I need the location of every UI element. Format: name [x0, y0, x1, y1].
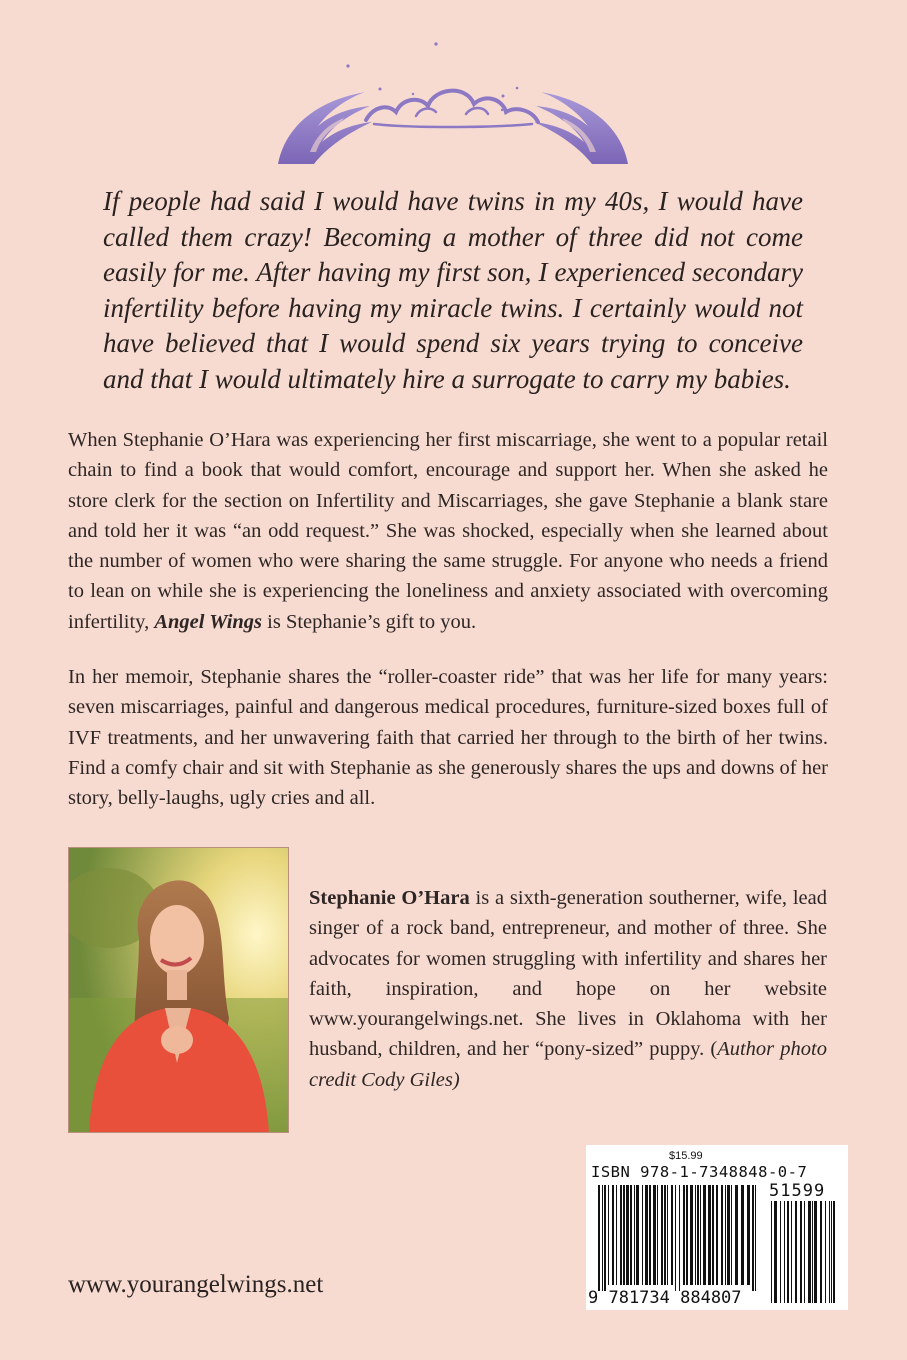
barcode-bar	[616, 1185, 617, 1285]
barcode-bar	[697, 1185, 699, 1285]
isbn-label: ISBN 978-1-7348848-0-7	[591, 1163, 808, 1181]
barcode-bar	[686, 1185, 688, 1285]
barcode-bar	[623, 1185, 625, 1285]
author-bio-text: is a sixth-generation southerner, wife, lead singer of a rock band, entrepreneur, and mother of three. She advocates for women struggling with infertility and shares her faith, inspiration, and hope on her website www.yourangelwings.net. She lives in Oklahoma with her husband, children, and her “pony-sized” puppy. (	[309, 887, 827, 1061]
barcode-bar	[661, 1185, 663, 1285]
barcode-bar	[667, 1185, 668, 1285]
barcode-bar	[747, 1185, 750, 1285]
right-wing-icon	[534, 92, 628, 164]
description-paragraph-1	[68, 425, 828, 637]
clouds-icon	[366, 91, 538, 127]
barcode-bar	[598, 1185, 600, 1291]
barcode-bar	[771, 1201, 772, 1303]
barcode-bar	[653, 1185, 656, 1285]
barcode-bar	[602, 1185, 603, 1291]
barcode-bar	[791, 1201, 792, 1303]
barcode-bar	[752, 1185, 754, 1291]
barcode-bar	[831, 1201, 832, 1303]
barcode-bar	[675, 1185, 676, 1291]
author-name: Stephanie O’Hara	[309, 887, 470, 909]
ean-digits: 9 781734 884807	[588, 1288, 742, 1308]
barcode-bar	[808, 1201, 811, 1303]
barcode-bar	[825, 1201, 826, 1303]
isbn-barcode	[586, 1145, 848, 1310]
barcode-bar	[636, 1185, 639, 1285]
book-title: Angel Wings	[154, 610, 263, 633]
barcode-bar	[741, 1185, 744, 1285]
barcode-bar	[731, 1185, 732, 1285]
barcode-bar	[814, 1201, 817, 1303]
barcode-bar	[620, 1185, 622, 1285]
barcode-bar	[642, 1185, 643, 1285]
barcode-bar	[804, 1201, 805, 1303]
barcode-bars	[586, 1145, 848, 1310]
barcode-bar	[671, 1185, 673, 1285]
back-cover-quote: If people had said I would have twins in my 40s, I would have called them crazy! Becoming a mother of three did not come easily for me. After having my first son, I experienced secondary infertility before having my miracle twins. I certainly would not have believed that I would spend six years trying to conceive and that I would ultimately hire a surrogate to carry my babies.	[103, 186, 803, 394]
barcode-bar	[727, 1185, 730, 1285]
barcode-bar	[735, 1185, 738, 1285]
description-paragraph-2: In her memoir, Stephanie shares the “roller-coaster ride” that was her life for many years: seven miscarriages, painful and dangerous medical procedures, furniture-sized boxes full of IVF treatments, and her unwavering faith that carried her through to the birth of her twins. Find a comfy chair and sit with Stephanie as she generously shares the ups and downs of her story, belly-laughs, ugly cries and all.	[68, 666, 828, 810]
barcode-bar	[649, 1185, 651, 1285]
barcode-bar	[690, 1185, 693, 1285]
barcode-bar	[695, 1185, 696, 1285]
barcode-bar	[716, 1185, 718, 1285]
barcode-bar	[708, 1185, 711, 1285]
price-label: $15.99	[669, 1150, 703, 1162]
barcode-bar	[679, 1185, 680, 1291]
price-addon-code: 51599	[769, 1181, 826, 1201]
barcode-bar	[829, 1201, 830, 1303]
barcode-bar	[725, 1185, 726, 1285]
website-url: www.yourangelwings.net	[68, 1271, 324, 1298]
barcode-bar	[664, 1185, 666, 1285]
barcode-bar	[604, 1185, 606, 1291]
barcode-bar	[795, 1201, 797, 1303]
angel-wings-emblem	[270, 32, 636, 172]
barcode-bar	[645, 1185, 648, 1285]
barcode-bar	[700, 1185, 701, 1285]
paragraph-1-text: When Stephanie O’Hara was experiencing her first miscarriage, she went to a popular retail chain to find a book that would comfort, encourage and support her. When she asked he store clerk for the section on Infertility and Miscarriages, she gave Stephanie a blank stare and told her it was “an odd request.” She was shocked, especially when she learned about the number of women who were sharing the same struggle. For anyone who needs a friend to lean on while she is experiencing the loneliness and anxiety associated with overcoming infertility,	[68, 429, 828, 633]
barcode-bar	[683, 1185, 685, 1285]
barcode-bar	[784, 1201, 785, 1303]
barcode-bar	[800, 1201, 802, 1303]
barcode-bar	[755, 1185, 756, 1291]
barcode-bar	[812, 1201, 813, 1303]
barcode-bar	[630, 1185, 632, 1285]
paragraph-1-ending: is Stephanie’s gift to you.	[267, 610, 477, 633]
author-photo	[68, 847, 289, 1133]
left-wing-icon	[278, 92, 372, 164]
barcode-bar	[820, 1201, 822, 1303]
barcode-bar	[703, 1185, 706, 1285]
author-bio	[309, 883, 827, 1095]
barcode-bar	[721, 1185, 723, 1285]
barcode-bar	[626, 1185, 629, 1285]
barcode-bar	[833, 1201, 835, 1303]
barcode-bar	[612, 1185, 614, 1285]
photo-credit: Author photo credit Cody Giles)	[309, 1038, 827, 1091]
barcode-bar	[712, 1185, 714, 1285]
barcode-bar	[774, 1201, 777, 1303]
barcode-bar	[657, 1185, 658, 1285]
barcode-bar	[634, 1185, 635, 1285]
barcode-bar	[787, 1201, 789, 1303]
barcode-bar	[780, 1201, 781, 1303]
barcode-bar	[608, 1185, 609, 1285]
